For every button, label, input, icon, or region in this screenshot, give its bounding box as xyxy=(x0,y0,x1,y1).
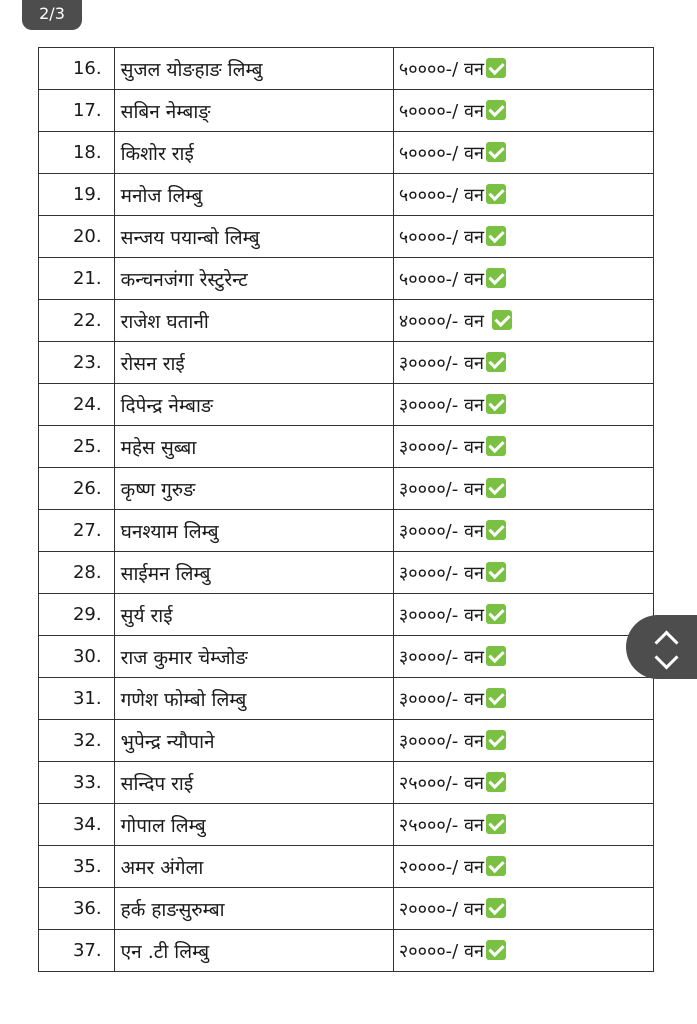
serial-number: 16. xyxy=(39,48,115,90)
check-mark-button-icon xyxy=(486,856,506,876)
table-row xyxy=(39,174,654,216)
donation-amount-cell xyxy=(393,174,653,216)
check-mark-button-icon xyxy=(486,100,506,120)
table-row xyxy=(39,846,654,888)
serial-number: 27. xyxy=(39,510,115,552)
serial-number: 26. xyxy=(39,468,115,510)
check-mark-button-icon xyxy=(486,688,506,708)
donation-amount: ५००००-/ वन xyxy=(398,226,484,248)
check-mark-button-icon xyxy=(486,268,506,288)
donation-amount-cell xyxy=(393,300,653,342)
serial-number: 32. xyxy=(39,720,115,762)
donor-name: सन्जय पयान्बो लिम्बु xyxy=(114,216,393,258)
donation-amount: २५०००/- वन xyxy=(398,772,484,794)
table-row xyxy=(39,804,654,846)
donation-amount-cell xyxy=(393,930,653,972)
donation-amount: २५०००/- वन xyxy=(398,814,484,836)
table-row xyxy=(39,300,654,342)
donor-name: घनश्याम लिम्बु xyxy=(114,510,393,552)
table-row xyxy=(39,48,654,90)
donor-name: अमर अंगेला xyxy=(114,846,393,888)
donation-amount: ३००००/- वन xyxy=(398,562,484,584)
serial-number: 24. xyxy=(39,384,115,426)
table-row xyxy=(39,468,654,510)
table-row xyxy=(39,636,654,678)
donation-amount-cell xyxy=(393,510,653,552)
donation-amount: ३००००/- वन xyxy=(398,436,484,458)
table-row xyxy=(39,258,654,300)
donation-amount: ५००००-/ वन xyxy=(398,100,484,122)
table-row xyxy=(39,888,654,930)
donation-amount-cell xyxy=(393,594,653,636)
check-mark-button-icon xyxy=(486,436,506,456)
donor-name: मनोज लिम्बु xyxy=(114,174,393,216)
table-row xyxy=(39,552,654,594)
donation-amount: ३००००/- वन xyxy=(398,604,484,626)
donation-amount-cell xyxy=(393,216,653,258)
check-mark-button-icon xyxy=(486,562,506,582)
donor-name: सुर्य राई xyxy=(114,594,393,636)
donor-name: हर्क हाङसुरुम्बा xyxy=(114,888,393,930)
table-row xyxy=(39,342,654,384)
donation-amount: ३००००/- वन xyxy=(398,730,484,752)
table-row xyxy=(39,384,654,426)
donation-amount-cell xyxy=(393,48,653,90)
donation-amount-cell xyxy=(393,678,653,720)
serial-number: 30. xyxy=(39,636,115,678)
donor-name: राजेश घतानी xyxy=(114,300,393,342)
donation-amount: ३००००/- वन xyxy=(398,394,484,416)
donation-amount: ५००००-/ वन xyxy=(398,184,484,206)
scroll-navigation-control[interactable] xyxy=(626,615,697,679)
table-row xyxy=(39,426,654,468)
serial-number: 31. xyxy=(39,678,115,720)
donor-name: राज कुमार चेम्जोङ xyxy=(114,636,393,678)
chevron-down-icon[interactable] xyxy=(654,645,678,669)
table-row xyxy=(39,510,654,552)
donor-name: भुपेन्द्र न्यौपाने xyxy=(114,720,393,762)
serial-number: 29. xyxy=(39,594,115,636)
check-mark-button-icon xyxy=(486,352,506,372)
table-row xyxy=(39,762,654,804)
serial-number: 28. xyxy=(39,552,115,594)
donation-amount-cell xyxy=(393,132,653,174)
donation-amount-cell xyxy=(393,90,653,132)
donor-name: कन्चनजंगा रेस्टुरेन्ट xyxy=(114,258,393,300)
table-row xyxy=(39,594,654,636)
donor-name: किशोर राई xyxy=(114,132,393,174)
serial-number: 37. xyxy=(39,930,115,972)
donation-amount: ५००००-/ वन xyxy=(398,268,484,290)
donation-amount-cell xyxy=(393,636,653,678)
table-row xyxy=(39,930,654,972)
donor-name: गणेश फोम्बो लिम्बु xyxy=(114,678,393,720)
donation-amount-cell xyxy=(393,426,653,468)
donor-name: एन .टी लिम्बु xyxy=(114,930,393,972)
donation-amount: ३००००/- वन xyxy=(398,520,484,542)
check-mark-button-icon xyxy=(486,730,506,750)
check-mark-button-icon xyxy=(486,226,506,246)
check-mark-button-icon xyxy=(486,940,506,960)
check-mark-button-icon xyxy=(486,772,506,792)
donation-amount: २००००-/ वन xyxy=(398,856,484,878)
donation-amount: ५००००-/ वन xyxy=(398,58,484,80)
donation-amount-cell xyxy=(393,468,653,510)
check-mark-button-icon xyxy=(486,646,506,666)
donation-amount-cell xyxy=(393,888,653,930)
serial-number: 34. xyxy=(39,804,115,846)
serial-number: 36. xyxy=(39,888,115,930)
serial-number: 20. xyxy=(39,216,115,258)
donation-amount-cell xyxy=(393,720,653,762)
donation-amount-cell xyxy=(393,552,653,594)
table-row xyxy=(39,216,654,258)
serial-number: 35. xyxy=(39,846,115,888)
donation-amount-cell xyxy=(393,804,653,846)
donation-amount: ३००००/- वन xyxy=(398,688,484,710)
donor-name: गोपाल लिम्बु xyxy=(114,804,393,846)
donor-name: रोसन राई xyxy=(114,342,393,384)
table-row xyxy=(39,720,654,762)
donor-name: साईमन लिम्बु xyxy=(114,552,393,594)
serial-number: 18. xyxy=(39,132,115,174)
serial-number: 25. xyxy=(39,426,115,468)
check-mark-button-icon xyxy=(486,394,506,414)
donor-name: कृष्ण गुरुङ xyxy=(114,468,393,510)
donation-amount-cell xyxy=(393,258,653,300)
table-row xyxy=(39,132,654,174)
check-mark-button-icon xyxy=(486,184,506,204)
serial-number: 17. xyxy=(39,90,115,132)
check-mark-button-icon xyxy=(486,478,506,498)
donation-amount: ३००००/- वन xyxy=(398,478,484,500)
donation-amount-cell xyxy=(393,342,653,384)
serial-number: 22. xyxy=(39,300,115,342)
donation-amount: ३००००/- वन xyxy=(398,352,484,374)
donation-amount: ३००००/- वन xyxy=(398,646,484,668)
table-row xyxy=(39,678,654,720)
page-indicator: 2/3 xyxy=(22,0,82,30)
donor-name: सन्दिप राई xyxy=(114,762,393,804)
serial-number: 19. xyxy=(39,174,115,216)
serial-number: 21. xyxy=(39,258,115,300)
check-mark-button-icon xyxy=(486,142,506,162)
donor-name: महेस सुब्बा xyxy=(114,426,393,468)
donation-amount-cell xyxy=(393,384,653,426)
donor-name: सबिन नेम्बाङ् xyxy=(114,90,393,132)
donation-amount: २००००-/ वन xyxy=(398,898,484,920)
check-mark-button-icon xyxy=(486,898,506,918)
check-mark-button-icon xyxy=(486,814,506,834)
donor-name: दिपेन्द्र नेम्बाङ xyxy=(114,384,393,426)
donation-amount: २००००-/ वन xyxy=(398,940,484,962)
check-mark-button-icon xyxy=(486,58,506,78)
donation-amount-cell xyxy=(393,846,653,888)
donation-amount: ४००००/- वन xyxy=(398,310,490,332)
table-body xyxy=(39,48,654,972)
check-mark-button-icon xyxy=(486,520,506,540)
serial-number: 23. xyxy=(39,342,115,384)
donor-name: सुजल योङहाङ लिम्बु xyxy=(114,48,393,90)
serial-number: 33. xyxy=(39,762,115,804)
check-mark-button-icon xyxy=(492,310,512,330)
table-row xyxy=(39,90,654,132)
donation-table xyxy=(38,47,654,972)
donation-amount: ५००००-/ वन xyxy=(398,142,484,164)
donation-amount-cell xyxy=(393,762,653,804)
check-mark-button-icon xyxy=(486,604,506,624)
